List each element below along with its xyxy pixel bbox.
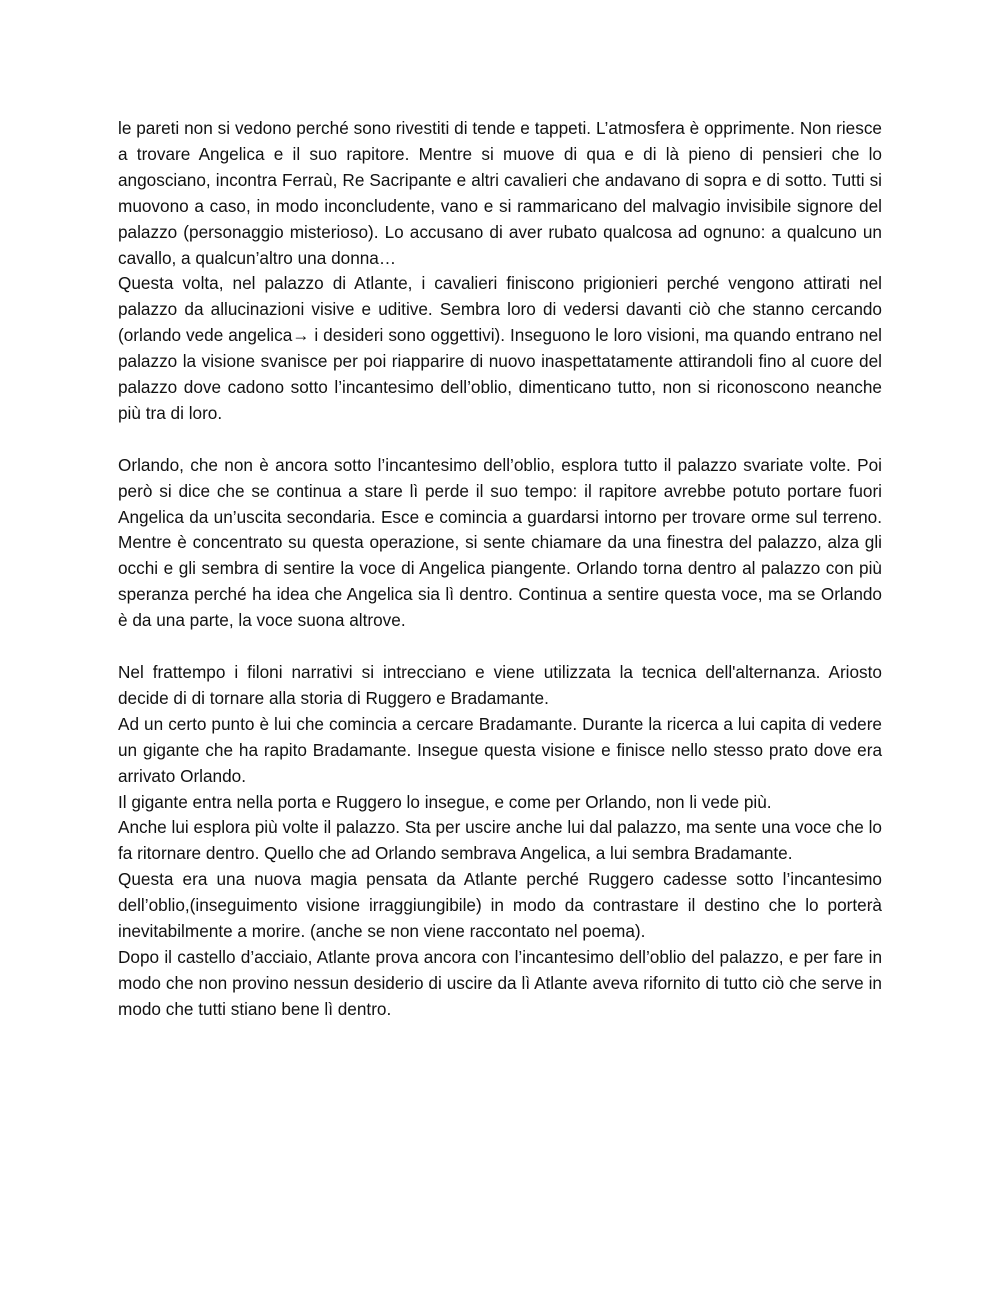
paragraph-steel-castle: Dopo il castello d’acciaio, Atlante prova ancora con l’incantesimo dell’oblio del palazzo, e per fare in modo che non provino nessun desiderio di uscire da lì Atlante aveva rifornito di tutto ciò che serve in modo che tutti stiano bene lì dentro. bbox=[118, 946, 882, 1019]
paragraph-palace-interior: le pareti non si vedono perché sono rivestiti di tende e tappeti. L’atmosfera è opprimente. Non riesce a trovare Angelica e il suo rapitore. Mentre si muove di qua e di là pieno di pensieri che lo angosciano, incontra Ferraù, Re Sacripante e altri cavalieri che andavano di sopra e di sotto. Tutti si muovono a caso, in modo inconcludente, vano e si rammaricano del malvagio invisibile signore del palazzo (personaggio misterioso). Lo accusano di aver rubato qualcosa ad ognuno: a qualcuno un cavallo, a qualcun’altro una donna… bbox=[118, 118, 882, 268]
paragraph-spacer bbox=[118, 427, 882, 453]
paragraph-ruggero-searches: Ad un certo punto è lui che comincia a cercare Bradamante. Durante la ricerca a lui capita di vedere un gigante che ha rapito Bradamante. Insegue questa visione e finisce nello stesso prato dove era arrivato Orlando. bbox=[118, 713, 882, 786]
paragraph-orlando-explores: Orlando, che non è ancora sotto l’incantesimo dell’oblio, esplora tutto il palazzo svariate volte. Poi però si dice che se continua a stare lì perde il suo tempo: il rapitore avrebbe potuto portare fuori Angelica da un’uscita secondaria. Esce e comincia a guardarsi intorno per trovare orme sul terreno. Mentre è concentrato su questa operazione, si sente chiamare da una finestra del palazzo, alza gli occhi e gli sembra di sentire la voce di Angelica piangente. Orlando torna dentro al palazzo con più speranza perché ha idea che Angelica sia lì dentro. Continua a sentire questa voce, ma se Orlando è da una parte, la voce suona altrove. bbox=[118, 454, 882, 631]
paragraph-atlante-magic: Questa era una nuova magia pensata da Atlante perché Ruggero cadesse sotto l’incantesimo dell’oblio,(inseguimento visione irraggiungibile) in modo da contrastare il destino che lo porterà inevitabilmente a morire. (anche se non viene raccontato nel poema). bbox=[118, 869, 882, 942]
paragraph-ruggero-explores: Anche lui esplora più volte il palazzo. Sta per uscire anche lui dal palazzo, ma sente una voce che lo fa ritornare dentro. Quello che ad Orlando sembrava Angelica, a lui sembra Bradamante. bbox=[118, 817, 882, 864]
paragraph-giant-enters: Il gigante entra nella porta e Ruggero lo insegue, e come per Orlando, non li vede più. bbox=[118, 791, 772, 812]
document-page bbox=[118, 116, 882, 1023]
paragraph-knights-prisoners: Questa volta, nel palazzo di Atlante, i cavalieri finiscono prigionieri perché vengono attirati nel palazzo da allucinazioni visive e uditive. Sembra loro di vedersi davanti ciò che stanno cercando (orlando vede angelica→ i desideri sono oggettivi). Inseguono le loro visioni, ma quando entrano nel palazzo la visione svanisce per poi riapparire di nuovo inaspettatamente attirandoli fino al cuore del palazzo dove cadono sotto l’incantesimo dell’oblio, dimenticano tutto, non si riconoscono neanche più tra di loro. bbox=[118, 273, 882, 423]
paragraph-narrative-threads: Nel frattempo i filoni narrativi si intrecciano e viene utilizzata la tecnica dell'alternanza. Ariosto decide di di tornare alla storia di Ruggero e Bradamante. bbox=[118, 662, 882, 708]
paragraph-spacer bbox=[118, 634, 882, 660]
